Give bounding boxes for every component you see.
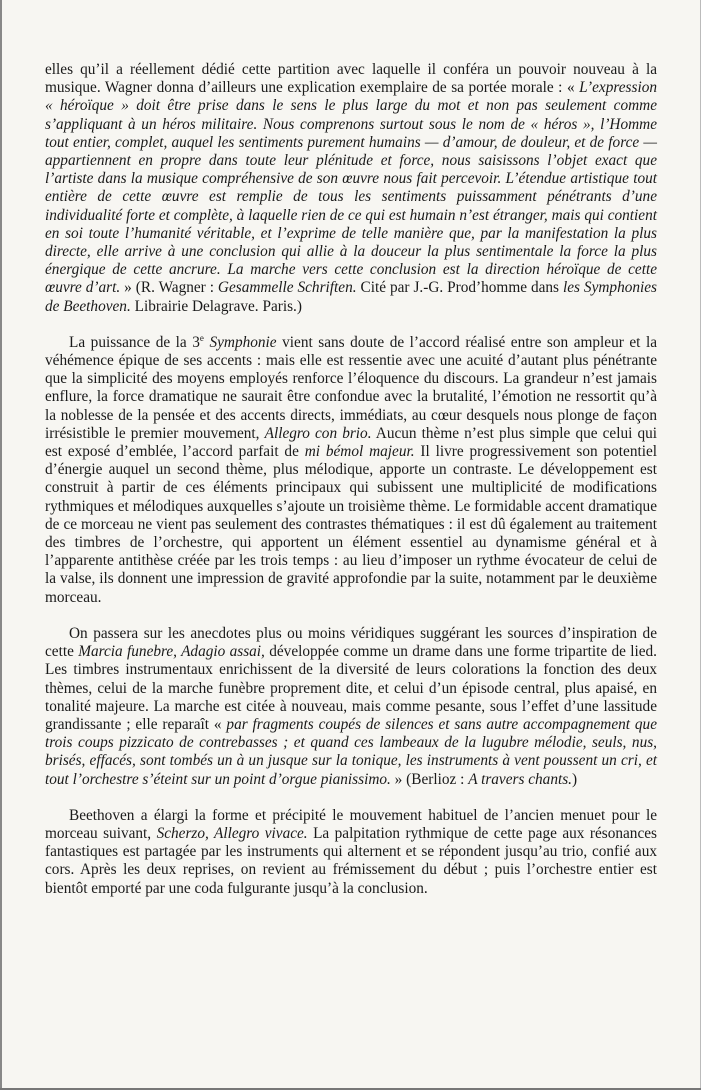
italic-text-run: par fragments coupés de silences et sans autre accompagnement que trois coups pizzicato de contrebasses ; et quand ces lambeaux de la lugubre mélodie, seuls, nus, brisés, effacés, sont tombés un à un jusque sur la tonique, les instruments à vent poussent un cri, et tout l’orchestre s’éteint sur un point d’orgue pianissimo. — [45, 715, 657, 788]
paragraph-wagner-quote — [45, 61, 657, 316]
text-run: Beethoven a élargi la forme et précipité le mouvement habituel de l’ancien menuet pour le morceau suivant, — [45, 806, 657, 842]
document-body — [45, 61, 657, 898]
superscript-text: e — [199, 332, 204, 343]
italic-text-run: les Symphonies de Beethoven. — [45, 279, 658, 315]
paragraph-scherzo — [45, 807, 657, 898]
text-run: » (Berlioz : — [390, 770, 469, 788]
text-run: Aucun thème n’est plus simple que celui qui est exposé d’emblée, l’accord parfait de — [45, 424, 658, 461]
italic-text-run: Gesammelle Schriften. — [217, 279, 357, 297]
italic-text-run: mi bémol majeur. — [304, 443, 415, 461]
text-run: développée comme un drame dans une forme tripartite de lied. Les timbres instrumentaux enrichissent de la diversité de leurs colorations la fonction des deux thèmes, celui de la marche funèbre proprement dite, et celui d’un épisode central, plus apaisé, en tonalité majeure. La marche est citée à nouveau, mais comme pesante, sous l’effet d’une lassitude grandissante ; elle reparaît « — [45, 643, 658, 733]
paragraph-marcia-funebre — [45, 625, 657, 789]
text-run: vient sans doute de l’accord réalisé entre son ampleur et la véhémence épique de ses accents : mais elle est ressentie avec une acuité d’autant plus pénétrante que la simplicité des moyens employés renforce l’éloquence du discours. La grandeur n’est jamais enflure, la force dramatique ne saurait être confondue avec la brutalité, l’émotion ne ressortit qu’à la noblesse de la pensée et des accents directs, immédiats, au cœur desquels nous plonge de façon irrésistible le premier mouvement, — [45, 333, 657, 442]
text-run: La palpitation rythmique de cette page aux résonances fantastiques est partagée par les instruments qui alternent et se répondent jusqu’au trio, confié aux cors. Après les deux reprises, on revient au frémissement du début ; puis l’orchestre entier est bientôt emporté par une coda fulgurante jusqu’à la conclusion. — [45, 824, 657, 897]
italic-text-run: Marcia funebre, Adagio assai, — [78, 643, 265, 661]
italic-text-run: Allegro con brio. — [264, 424, 372, 442]
italic-text-run: Scherzo, Allegro vivace. — [156, 824, 308, 842]
text-run: La puissance de la 3 — [69, 333, 200, 351]
paragraph-third-symphony — [45, 334, 657, 607]
italic-text-run: L’expression « héroïque » doit être prise dans le sens le plus large du mot et non pas seulement comme s’appliquant à un héros militaire. Nous comprenons surtout sous le nom de « héros », l’Homme tout entier, complet, auquel les sentiments purement humains — d’amour, de douleur, et de force — appartiennent en propre dans toute leur plénitude et force, nous saisissons l’objet exact que l’artiste dans la musique compréhensive de son œuvre nous fait percevoir. L’étendue artistique tout entière de cette œuvre est remplie de tous les sentiments puissamment pénétrants d’une individualité forte et complète, à laquelle rien de ce qui est humain n’est étranger, mais qui contient en soi toute l’humanité véritable, et l’exprime de telle manière que, par la manifestation la plus directe, elle arrive à une conclusion qui allie à la douceur la plus sentimentale la force la plus énergique de cette ancrure. La marche vers cette conclusion est la direction héroïque de cette œuvre d’art. — [45, 79, 657, 297]
text-run: On passera sur les anecdotes plus ou moins véridiques suggérant les sources d’inspiration de cette — [45, 624, 657, 661]
italic-text-run: Symphonie — [209, 333, 277, 351]
text-run: elles qu’il a réellement dédié cette partition avec laquelle il conféra un pouvoir nouveau à la musique. Wagner donna d’ailleurs une explication exemplaire de sa portée morale : « — [45, 61, 657, 97]
scan-left-edge — [0, 0, 2, 1090]
text-run: Cité par J.-G. Prod’homme dans — [356, 279, 563, 297]
text-run: ) — [572, 770, 578, 788]
text-run: Il livre progressivement son potentiel d’énergie auquel un second thème, plus mélodique, apporte un contraste. Le développement est construit à partir de ces éléments principaux qui subissent une multiplicité de modifications rythmiques et mélodiques auxquelles s’ajoute un troisième thème. Le formidable accent dramatique de ce morceau ne vient pas seulement des contrastes thématiques : il est dû également au traitement des timbres de l’orchestre, qui apportent un élément essentiel au dynamisme général et à l’apparente antithèse créée par les trois temps : au lieu d’imposer un rythme évocateur de celui de la valse, ils donnent une impression de gravité approfondie par la suite, notamment par le deuxième morceau. — [45, 443, 658, 606]
text-run: Librairie Delagrave. Paris.) — [130, 297, 302, 315]
italic-text-run: A travers chants. — [468, 770, 573, 788]
text-run: » (R. Wagner : — [120, 279, 218, 297]
